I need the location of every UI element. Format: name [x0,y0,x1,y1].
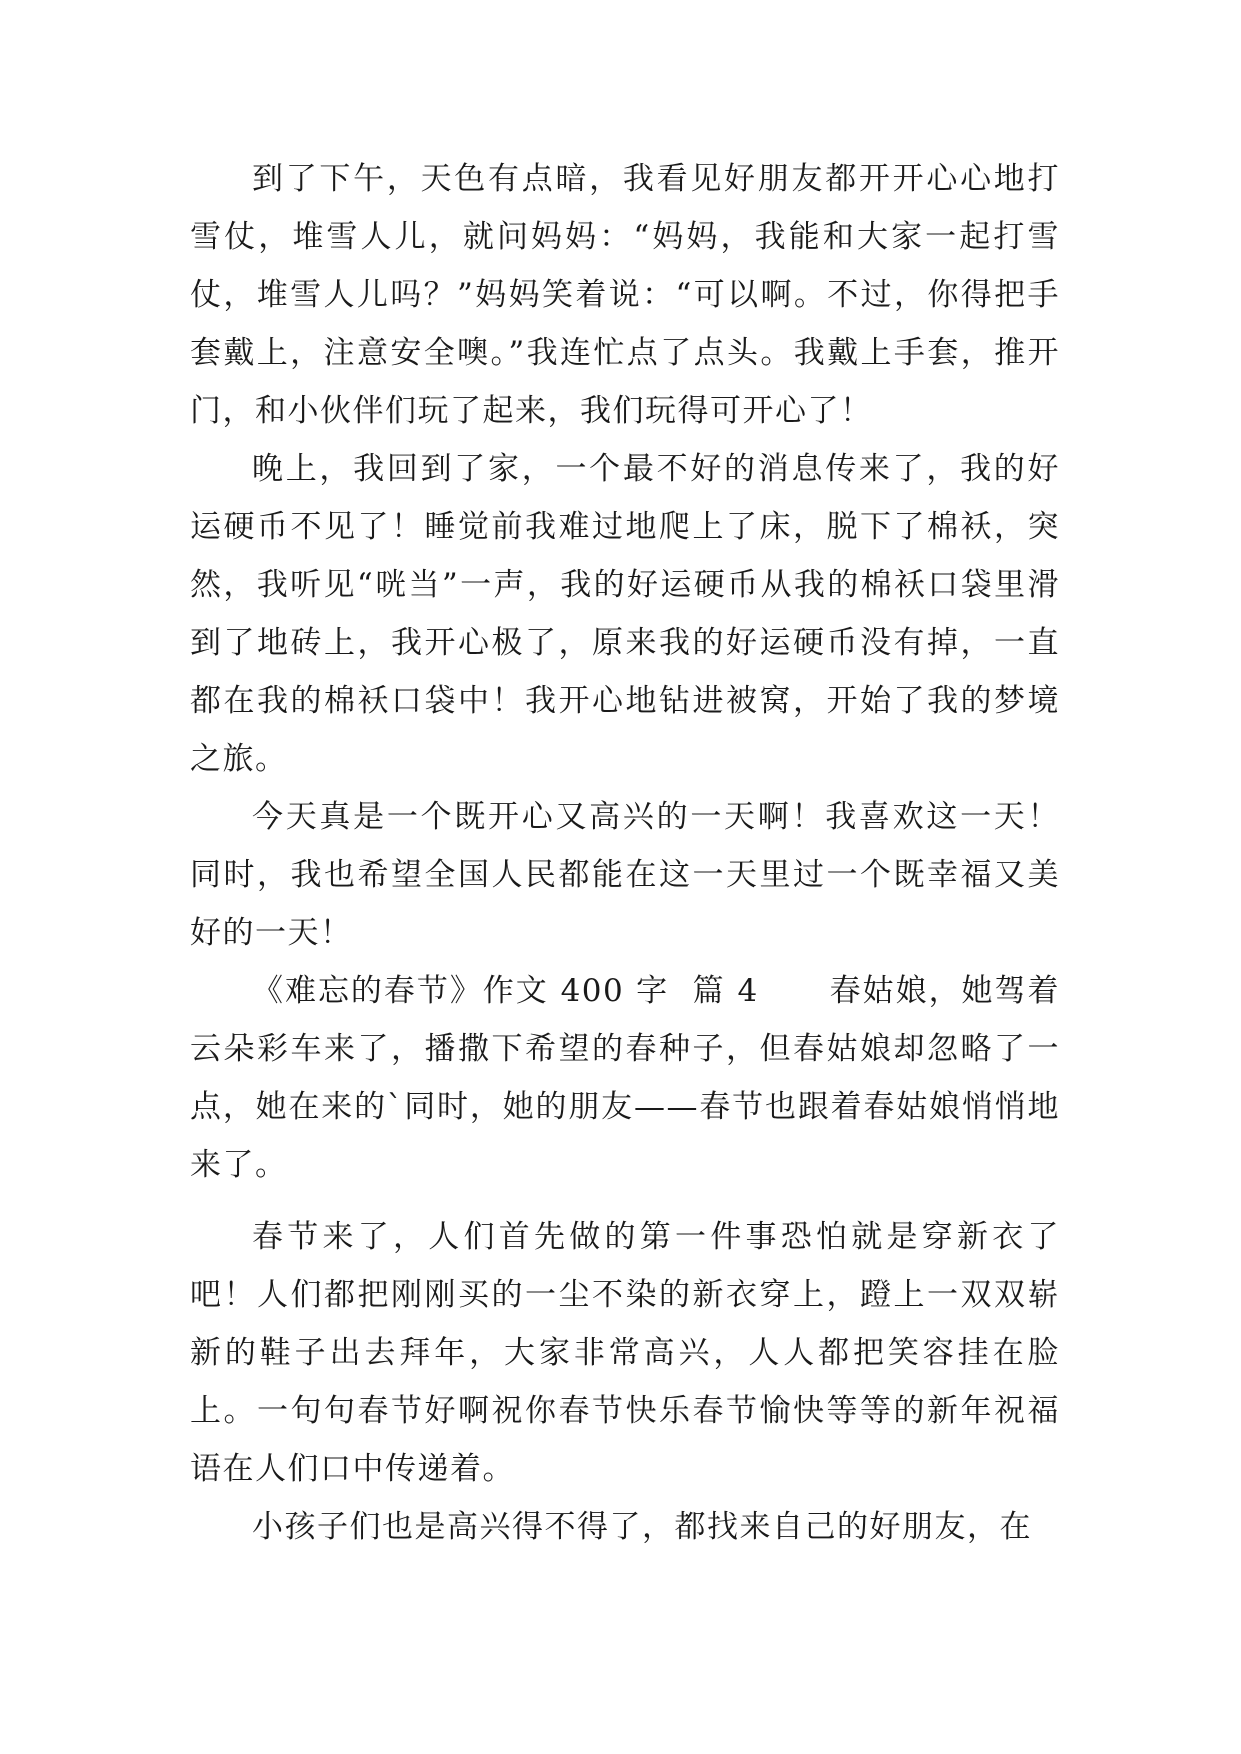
paragraph-happy-day: 今天真是一个既开心又高兴的一天啊！我喜欢这一天！同时，我也希望全国人民都能在这一天里过一个既幸福又美好的一天！ [190,799,1060,951]
paragraph-children: 小孩子们也是高兴得不得了，都找来自己的好朋友，在 [252,1509,1032,1545]
paragraph-evening-coin: 晚上，我回到了家，一个最不好的消息传来了，我的好运硬币不见了！睡觉前我难过地爬上了床，脱下了棉袄，突然，我听见“咣当”一声，我的好运硬币从我的棉袄口袋里滑到了地砖上，我开心极了，原来我的好运硬币没有掉，一直都在我的棉袄口袋中！我开心地钻进被窝，开始了我的梦境之旅。 [190,451,1060,777]
paragraph-essay-title-spring: 《难忘的春节》作文 400 字 篇 4 春姑娘，她驾着云朵彩车来了，播撒下希望的春种子，但春姑娘却忽略了一点，她在来的`同时，她的朋友——春节也跟着春姑娘悄悄地来了。 [190,973,1060,1183]
essay-body [190,150,1060,1556]
paragraph-new-clothes: 春节来了，人们首先做的第一件事恐怕就是穿新衣了吧！人们都把刚刚买的一尘不染的新衣穿上，蹬上一双双崭新的鞋子出去拜年，大家非常高兴，人人都把笑容挂在脸上。一句句春节好啊祝你春节快乐春节愉快等等的新年祝福语在人们口中传递着。 [190,1219,1060,1487]
paragraph-afternoon-snow: 到了下午，天色有点暗，我看见好朋友都开开心心地打雪仗，堆雪人儿，就问妈妈：“妈妈，我能和大家一起打雪仗，堆雪人儿吗？”妈妈笑着说：“可以啊。不过，你得把手套戴上，注意安全噢。”我连忙点了点头。我戴上手套，推开门，和小伙伴们玩了起来，我们玩得可开心了！ [190,161,1060,429]
